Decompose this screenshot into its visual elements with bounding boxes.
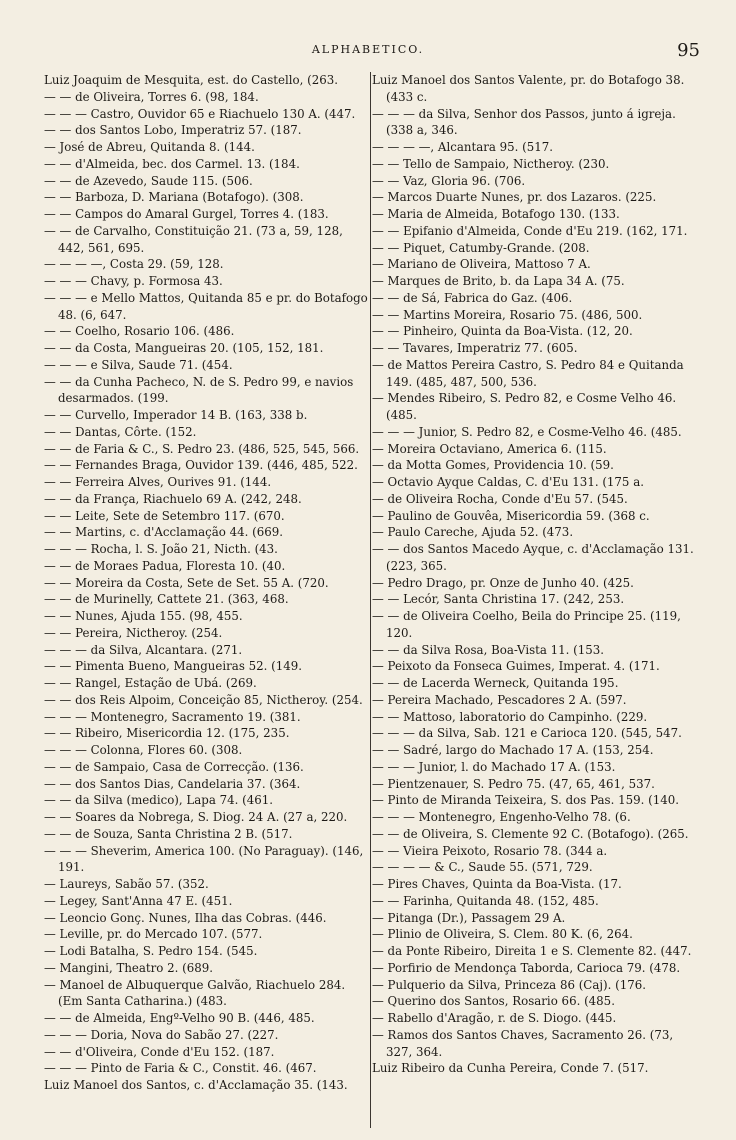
- directory-entry: — — de Oliveira Coelho, Beila do Principe 25. (119, 120.: [372, 609, 681, 640]
- directory-entry: — — — e Silva, Saude 71. (454.: [44, 357, 233, 372]
- directory-entry: — — Sadré, largo do Machado 17 A. (153, 254.: [372, 743, 654, 757]
- directory-entry: — — Dantas, Côrte. (152.: [44, 424, 197, 439]
- directory-entry: — Peixoto da Fonseca Guimes, Imperat. 4. (171.: [372, 659, 660, 674]
- directory-entry: — — dos Reis Alpoim, Conceição 85, Nictheroy. (254.: [44, 692, 363, 707]
- directory-entry: — — — Doria, Nova do Sabão 27. (227.: [44, 1027, 279, 1042]
- directory-entry: — Rabello d'Aragão, r. de S. Diogo. (445.: [372, 1011, 617, 1025]
- directory-entry: — Manoel de Albuquerque Galvão, Riachuelo 284. (Em Santa Catharina.) (483.: [44, 977, 346, 1009]
- directory-entry: — — — Rocha, l. S. João 21, Nicth. (43.: [44, 542, 278, 556]
- directory-entry: — — Vieira Peixoto, Rosario 78. (344 a.: [372, 843, 608, 858]
- directory-entry: Luiz Manoel dos Santos Valente, pr. do Botafogo 38. (433 c.: [372, 73, 685, 104]
- directory-entry: — Lodi Batalha, S. Pedro 154. (545.: [44, 944, 258, 958]
- page-header: [0, 40, 736, 64]
- column-divider: [370, 72, 371, 1128]
- directory-entry: — — Martins Moreira, Rosario 75. (486, 500.: [372, 307, 643, 322]
- directory-entry: — — Lecór, Santa Christina 17. (242, 253.: [372, 592, 625, 607]
- directory-entry: — — Martins, c. d'Acclamação 44. (669.: [44, 525, 284, 540]
- directory-entry: — — de Moraes Padua, Floresta 10. (40.: [44, 558, 286, 573]
- directory-entry: — — Campos do Amaral Gurgel, Torres 4. (183.: [44, 207, 329, 221]
- directory-entry: — Marques de Brito, b. da Lapa 34 A. (75.: [372, 274, 625, 288]
- directory-entry: — — de Lacerda Werneck, Quitanda 195.: [372, 676, 619, 690]
- directory-entry: — Legey, Sant'Anna 47 E. (451.: [44, 893, 233, 908]
- directory-entry: — — — Junior, S. Pedro 82, e Cosme-Velho 46. (485.: [372, 424, 682, 439]
- directory-entry: — — — Sheverim, America 100. (No Paraguay). (146, 191.: [44, 843, 364, 875]
- directory-entry: — — Curvello, Imperador 14 B. (163, 338 b.: [44, 408, 308, 422]
- directory-entry: — — Ribeiro, Misericordia 12. (175, 235.: [44, 726, 290, 741]
- directory-entry: — — — Colonna, Flores 60. (308.: [44, 743, 243, 757]
- directory-entry: Luiz Joaquim de Mesquita, est. do Castello, (263.: [44, 73, 339, 87]
- directory-entry: — — — Montenegro, Engenho-Velho 78. (6.: [372, 810, 631, 824]
- directory-entry: — Ramos dos Santos Chaves, Sacramento 26. (73, 327, 364.: [372, 1027, 674, 1059]
- directory-entry: — Pientzenauer, S. Pedro 75. (47, 65, 461, 537.: [372, 776, 655, 791]
- directory-entry: — — — da Silva, Alcantara. (271.: [44, 642, 243, 657]
- directory-entry: — — dos Santos Lobo, Imperatriz 57. (187.: [44, 123, 302, 138]
- directory-entry: — de Oliveira Rocha, Conde d'Eu 57. (545.: [372, 491, 628, 506]
- directory-entry: — — Ferreira Alves, Ourives 91. (144.: [44, 475, 272, 489]
- directory-entry: — — d'Oliveira, Conde d'Eu 152. (187.: [44, 1044, 275, 1059]
- directory-entry: Luiz Ribeiro da Cunha Pereira, Conde 7. (517.: [372, 1061, 649, 1076]
- directory-entry: — Leville, pr. do Mercado 107. (577.: [44, 927, 263, 942]
- directory-entry: — — Moreira da Costa, Sete de Set. 55 A. (720.: [44, 575, 329, 590]
- directory-entry: — — da França, Riachuelo 69 A. (242, 248.: [44, 491, 302, 506]
- directory-entry: — — Pinheiro, Quinta da Boa-Vista. (12, 20.: [372, 324, 633, 339]
- directory-entry: — — da Silva (medico), Lapa 74. (461.: [44, 793, 273, 808]
- directory-entry: — Mendes Ribeiro, S. Pedro 82, e Cosme Velho 46. (485.: [372, 391, 677, 422]
- directory-entry: — — de Faria & C., S. Pedro 23. (486, 525, 545, 566.: [44, 441, 360, 456]
- directory-entry: — Octavio Ayque Caldas, C. d'Eu 131. (175 a.: [372, 475, 644, 489]
- directory-entry: — Pedro Drago, pr. Onze de Junho 40. (425.: [372, 575, 634, 590]
- directory-entry: — — de Murinelly, Cattete 21. (363, 468.: [44, 592, 289, 607]
- directory-entry: — — Barboza, D. Mariana (Botafogo). (308.: [44, 190, 304, 205]
- directory-entry: — — d'Almeida, bec. dos Carmel. 13. (184.: [44, 156, 300, 171]
- directory-entry: — — — Chavy, p. Formosa 43.: [44, 274, 223, 288]
- directory-entry: — — Nunes, Ajuda 155. (98, 455.: [44, 609, 243, 623]
- directory-entry: — da Ponte Ribeiro, Direita 1 e S. Clemente 82. (447.: [372, 944, 692, 958]
- directory-entry: — — de Carvalho, Constituição 21. (73 a, 59, 128, 442, 561, 695.: [44, 223, 343, 255]
- directory-entry: — — Leite, Sete de Setembro 117. (670.: [44, 508, 285, 523]
- directory-entry: — — — Junior, l. do Machado 17 A. (153.: [372, 759, 616, 774]
- left-column: [44, 72, 370, 1132]
- directory-entry: — de Mattos Pereira Castro, S. Pedro 84 e Quitanda 149. (485, 487, 500, 536.: [372, 357, 684, 389]
- directory-entry: — — — Castro, Ouvidor 65 e Riachuelo 130 A. (447.: [44, 106, 356, 121]
- directory-entry: — — Pimenta Bueno, Mangueiras 52. (149.: [44, 659, 303, 674]
- directory-entry: — Maria de Almeida, Botafogo 130. (133.: [372, 207, 620, 221]
- directory-entry: — — Fernandes Braga, Ouvidor 139. (446, 485, 522.: [44, 458, 358, 473]
- directory-entry: — — da Silva Rosa, Boa-Vista 11. (153.: [372, 642, 605, 657]
- directory-entry: — Pinto de Miranda Teixeira, S. dos Pas. 159. (140.: [372, 793, 679, 808]
- directory-entry: — Pulquerio da Silva, Princeza 86 (Caj). (176.: [372, 977, 646, 992]
- directory-entry: — Leoncio Gonç. Nunes, Ilha das Cobras. (446.: [44, 910, 327, 925]
- directory-entry: — Paulo Careche, Ajuda 52. (473.: [372, 525, 574, 540]
- directory-entry: — — Vaz, Gloria 96. (706.: [372, 173, 526, 188]
- directory-entry: — — de Souza, Santa Christina 2 B. (517.: [44, 826, 293, 841]
- directory-entry: — Querino dos Santos, Rosario 66. (485.: [372, 994, 615, 1009]
- directory-entry: — Pereira Machado, Pescadores 2 A. (597.: [372, 692, 627, 707]
- directory-entry: — — de Oliveira, Torres 6. (98, 184.: [44, 89, 259, 104]
- directory-entry: — — dos Santos Macedo Ayque, c. d'Acclamação 131. (223, 365.: [372, 542, 694, 573]
- directory-entry: — Mangini, Theatro 2. (689.: [44, 960, 214, 975]
- directory-entry: — — Mattoso, laboratorio do Campinho. (229.: [372, 709, 648, 724]
- directory-entry: — — dos Santos Dias, Candelaria 37. (364.: [44, 776, 301, 791]
- directory-entry: Luiz Manoel dos Santos, c. d'Acclamação 35. (143.: [44, 1078, 348, 1092]
- directory-entry: — — Tavares, Imperatriz 77. (605.: [372, 341, 578, 355]
- directory-entry: — da Motta Gomes, Providencia 10. (59.: [372, 458, 614, 473]
- directory-entry: — — da Cunha Pacheco, N. de S. Pedro 99, e navios desarmados. (199.: [44, 374, 354, 406]
- directory-entry: — Pitanga (Dr.), Passagem 29 A.: [372, 910, 566, 925]
- directory-entry: — Pires Chaves, Quinta da Boa-Vista. (17.: [372, 877, 622, 891]
- directory-entry: — Mariano de Oliveira, Mattoso 7 A.: [372, 257, 591, 272]
- directory-entry: — — — —, Alcantara 95. (517.: [372, 140, 554, 154]
- directory-entry: — — Farinha, Quitanda 48. (152, 485.: [372, 893, 599, 908]
- directory-entry: — — Pereira, Nictheroy. (254.: [44, 625, 223, 640]
- directory-entry: — José de Abreu, Quitanda 8. (144.: [44, 140, 255, 154]
- directory-entry: — — de Sá, Fabrica do Gaz. (406.: [372, 290, 573, 305]
- directory-entry: — — — da Silva, Senhor dos Passos, junto á igreja. (338 a, 346.: [372, 106, 676, 138]
- directory-entry: — — de Azevedo, Saude 115. (506.: [44, 173, 253, 188]
- directory-entry: — — da Costa, Mangueiras 20. (105, 152, 181.: [44, 341, 324, 355]
- directory-entry: — — Epifanio d'Almeida, Conde d'Eu 219. (162, 171.: [372, 223, 688, 238]
- directory-entry: — — Coelho, Rosario 106. (486.: [44, 324, 235, 339]
- directory-entry: — — — —, Costa 29. (59, 128.: [44, 257, 224, 272]
- directory-entry: — Laureys, Sabão 57. (352.: [44, 877, 209, 891]
- directory-entry: — — — da Silva, Sab. 121 e Carioca 120. (545, 547.: [372, 726, 682, 741]
- directory-entry: — Moreira Octaviano, America 6. (115.: [372, 441, 607, 456]
- directory-entry: — — — e Mello Mattos, Quitanda 85 e pr. do Botafogo 48. (6, 647.: [44, 290, 368, 322]
- directory-entry: — — Piquet, Catumby-Grande. (208.: [372, 240, 590, 255]
- directory-entry: — — — Montenegro, Sacramento 19. (381.: [44, 709, 301, 724]
- directory-entry: — — — — & C., Saude 55. (571, 729.: [372, 860, 593, 875]
- right-column: [372, 72, 696, 1132]
- directory-entry: — — Tello de Sampaio, Nictheroy. (230.: [372, 156, 610, 171]
- directory-entry: — — de Sampaio, Casa de Correcção. (136.: [44, 759, 304, 774]
- directory-entry: — — de Oliveira, S. Clemente 92 C. (Botafogo). (265.: [372, 826, 689, 841]
- directory-entry: — Plinio de Oliveira, S. Clem. 80 K. (6, 264.: [372, 927, 633, 942]
- directory-entry: — Porfirio de Mendonça Taborda, Carioca 79. (478.: [372, 960, 681, 975]
- directory-entry: — — Soares da Nobrega, S. Diog. 24 A. (27 a, 220.: [44, 810, 348, 824]
- directory-entry: — — de Almeida, Engº-Velho 90 B. (446, 485.: [44, 1011, 315, 1025]
- directory-entry: — Paulino de Gouvêa, Misericordia 59. (368 c.: [372, 508, 650, 523]
- page-number: 95: [677, 40, 700, 61]
- directory-entry: — — Rangel, Estação de Ubá. (269.: [44, 676, 257, 690]
- directory-entry: — — — Pinto de Faria & C., Constit. 46. (467.: [44, 1061, 317, 1076]
- directory-entry: — Marcos Duarte Nunes, pr. dos Lazaros. (225.: [372, 190, 657, 205]
- running-title: ALPHABETICO.: [311, 43, 425, 56]
